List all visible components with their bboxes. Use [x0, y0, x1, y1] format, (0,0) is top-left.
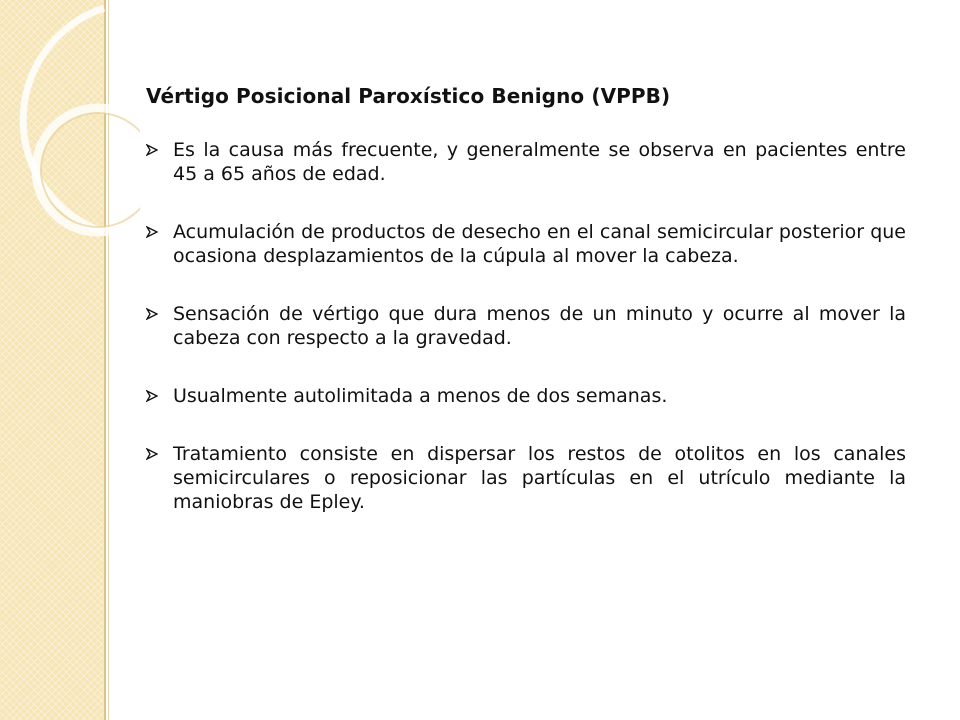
bullet-text: Sensación de vértigo que dura menos de un minuto y ocurre al mover la cabeza con respecto a la gravedad.: [173, 303, 906, 349]
bullet-item: [146, 138, 906, 186]
bullet-text: Acumulación de productos de desecho en el canal semicircular posterior que ocasiona desplazamientos de la cúpula al mover la cabeza.: [173, 221, 906, 267]
arrowhead-bullet-icon: [146, 390, 158, 402]
inner-ring: [36, 108, 140, 232]
bullet-item: [146, 302, 906, 350]
bullet-text: Es la causa más frecuente, y generalmente se observa en pacientes entre 45 a 65 años de edad.: [173, 139, 906, 185]
arrowhead-bullet-icon: [146, 226, 158, 238]
slide-content: [146, 80, 906, 548]
bullet-item: [146, 442, 906, 514]
arrowhead-bullet-icon: [146, 144, 158, 156]
arrowhead-bullet-icon: [146, 308, 158, 320]
bullet-list: [146, 138, 906, 514]
bullet-text: Tratamiento consiste en dispersar los restos de otolitos en los canales semicirculares o reposicionar las partículas en el utrículo mediante la maniobras de Epley.: [173, 443, 906, 513]
slide-title: Vértigo Posicional Paroxístico Benigno (VPPB): [146, 84, 671, 108]
bullet-item: [146, 384, 906, 408]
decorative-rings: [0, 0, 140, 330]
bullet-item: [146, 220, 906, 268]
bullet-text: Usualmente autolimitada a menos de dos semanas.: [173, 385, 668, 407]
arrowhead-bullet-icon: [146, 448, 158, 460]
